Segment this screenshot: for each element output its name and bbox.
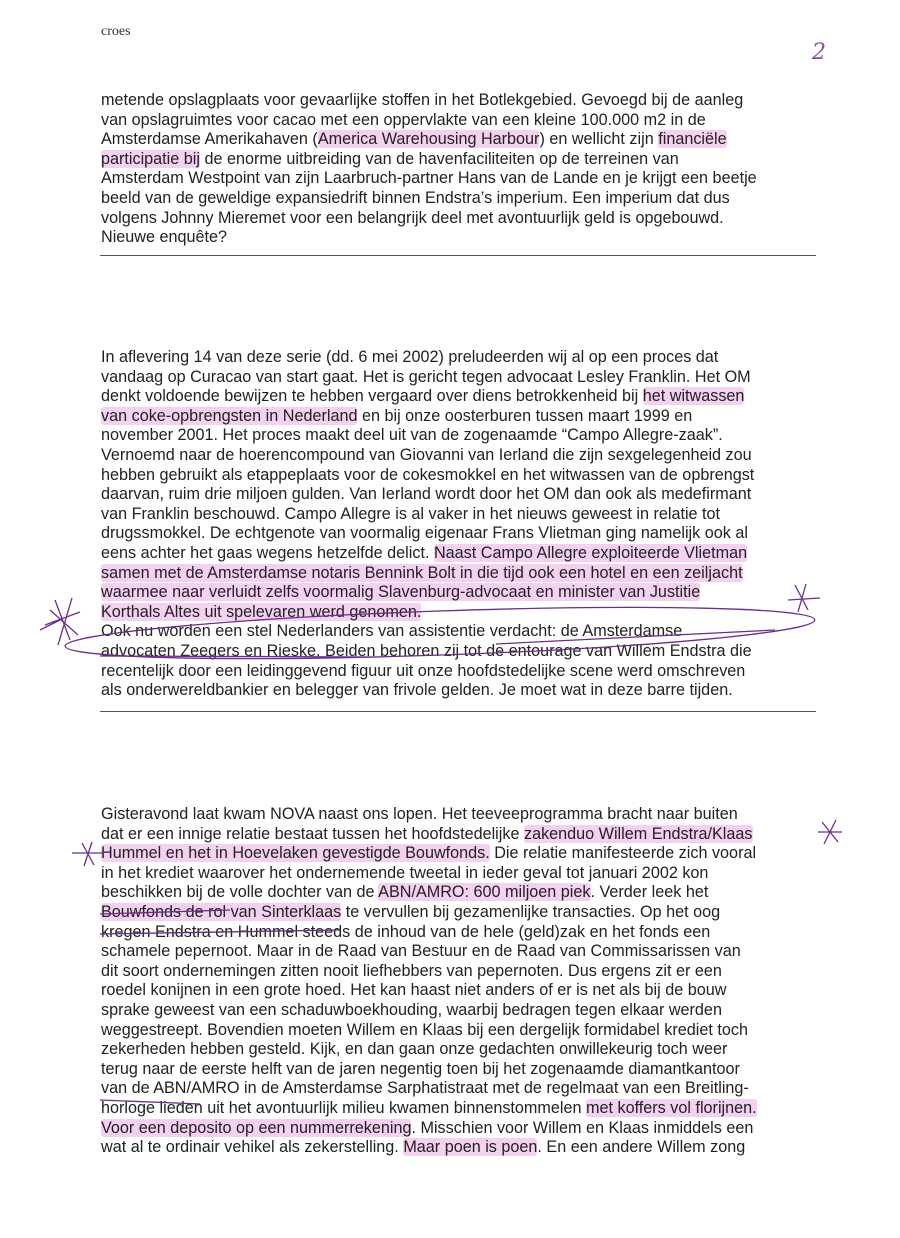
paragraph-2 [101,348,754,701]
text-line [101,1138,757,1158]
text-segment: Amsterdam Westpoint van zijn Laarbruch-partner Hans van de Lande en je krijgt een beetje [101,169,757,188]
highlighted-text: ABN/AMRO: 600 miljoen piek [378,883,591,902]
text-segment: november 2001. Het proces maakt deel uit van de zogenaamde “Campo Allegre-zaak”. [101,426,723,445]
document-header: croes [101,24,131,39]
text-segment: volgens Johnny Mieremet voor een belangrijk deel met avontuurlijk geld is opgebouwd. [101,208,724,227]
highlighted-text: samen met de Amsterdamse notaris Bennink Bolt in die tijd ook een hotel en een zeiljacht [101,563,743,582]
highlighted-text: van coke-opbrengsten in Nederland [101,406,358,425]
text-segment: kregen Endstra en Hummel steeds de inhoud van de hele (geld)zak en het fonds een [101,922,711,941]
text-line [101,1119,757,1139]
text-segment: en bij onze oosterburen tussen maart 1999 en [357,406,693,425]
text-line [101,864,757,884]
text-line [101,622,754,642]
divider [100,255,816,256]
text-segment: van opslagruimtes voor cacao met een oppervlakte van een kleine 100.000 m2 in de [101,110,706,129]
text-line [101,150,757,170]
text-segment: dat er een innige relatie bestaat tussen het hoofdstedelijke [101,824,524,843]
text-line [101,544,754,564]
paragraph-1 [101,91,757,248]
asterisk-icon [40,598,80,645]
text-segment: In aflevering 14 van deze serie (dd. 6 mei 2002) preludeerden wij al op een proces dat [101,348,719,366]
text-line [101,805,757,825]
asterisk-icon [788,584,820,612]
highlighted-text: zakenduo Willem Endstra/Klaas [523,824,753,843]
text-line [101,130,757,150]
text-segment: terug naar de eerste helft van de jaren negentig toen bij het zogenaamde diamantkantoor [101,1059,740,1078]
handwritten-page-number: 2 [812,40,826,65]
text-segment: Ook nu worden een stel Nederlanders van assistentie verdacht: de Amsterdamse [101,622,683,641]
asterisk-icon [818,820,842,844]
text-line [101,407,754,427]
text-segment: roedel konijnen in een grote hoed. Het kan haast niet anders of er is net als bij de bouw [101,981,727,1000]
text-line [101,169,757,189]
text-segment: vandaag op Curacao van start gaat. Het is gericht tegen advocaat Lesley Franklin. Het OM [101,367,751,386]
text-segment: de enorme uitbreiding van de havenfaciliteiten op de terreinen van [199,149,679,168]
text-line [101,981,757,1001]
text-line [101,681,754,701]
divider [100,711,816,712]
text-segment: advocaten Zeegers en Rieske. Beiden behoren zij tot de entourage van Willem Endstra die [101,641,752,660]
text-segment: dit soort ondernemingen zitten nooit liefhebbers van pepernoten. Dus ergens zit er een [101,961,722,980]
text-line [101,883,757,903]
highlighted-text: America Warehousing Harbour [317,130,540,149]
text-segment: hebben gebruikt als etappeplaats voor de cokesmokkel en het witwassen van de opbrengst [101,465,755,484]
text-segment: . Verder leek het [590,883,709,902]
text-line [101,564,754,584]
highlighted-text: Bouwfonds de rol van Sinterklaas [101,902,342,921]
text-line [101,1040,757,1060]
paragraph-3 [101,805,757,1158]
text-segment: wat al te ordinair vehikel als zekerstelling. [101,1138,404,1157]
text-line [101,426,754,446]
text-line [101,387,754,407]
text-line [101,825,757,845]
text-segment: eens achter het gaas wegens hetzelfde delict. [101,543,434,562]
text-segment: ) en wellicht zijn [539,130,659,149]
text-line [101,1021,757,1041]
text-line [101,583,754,603]
text-line [101,446,754,466]
text-line [101,111,757,131]
text-line [101,1079,757,1099]
text-segment: weggestreept. Bovendien moeten Willem en Klaas bij een dergelijk formidabel krediet toch [101,1020,748,1039]
text-line [101,923,757,943]
text-segment: metende opslagplaats voor gevaarlijke stoffen in het Botlekgebied. Gevoegd bij de aanleg [101,91,744,109]
text-segment: zekerheden hebben gesteld. Kijk, en dan gaan onze gedachten onwillekeurig toch weer [101,1040,728,1059]
text-line [101,1001,757,1021]
highlighted-text: financiële [658,130,727,149]
text-line [101,209,757,229]
text-line [101,524,754,544]
text-line [101,348,754,368]
text-line [101,1099,757,1119]
text-segment: daarvan, ruim drie miljoen gulden. Van Ierland wordt door het OM dan ook als medefirmant [101,485,752,504]
highlighted-text: Naast Campo Allegre exploiteerde Vlietman [433,543,748,562]
text-line [101,662,754,682]
text-segment: denkt voldoende bewijzen te hebben vergaard over diens betrokkenheid bij [101,387,643,406]
text-segment: Nieuwe enquête? [101,228,227,247]
text-segment: Vernoemd naar de hoerencompound van Giovanni van Ierland die zijn sexgelegenheid zou [101,445,752,464]
text-segment: horloge lieden uit het avontuurlijk milieu kwamen binnenstommelen [101,1098,586,1117]
text-line [101,642,754,662]
highlighted-text: Hummel en het in Hoevelaken gevestigde Bouwfonds. [101,844,490,863]
text-line [101,942,757,962]
highlighted-text: Maar poen is poen [403,1138,538,1157]
text-line [101,903,757,923]
highlighted-text: met koffers vol florijnen. [586,1098,757,1117]
text-segment: drugssmokkel. De echtgenote van voormalig eigenaar Frans Vlietman ging namelijk ook al [101,524,748,543]
text-line [101,844,757,864]
text-segment: schamele pepernoot. Maar in de Raad van Bestuur en de Raad van Commissarissen van [101,942,741,961]
text-line [101,91,757,111]
text-line [101,466,754,486]
text-segment: als onderwereldbankier en belegger van frivole gelden. Je moet wat in deze barre tijden. [101,681,733,700]
text-line [101,1060,757,1080]
text-line [101,228,757,248]
asterisk-icon [72,842,104,866]
highlighted-text: het witwassen [642,387,745,406]
text-segment: Amsterdamse Amerikahaven ( [101,130,318,149]
text-segment: Die relatie manifesteerde zich vooral [489,844,757,863]
text-segment: Gisteravond laat kwam NOVA naast ons lopen. Het teeveeprogramma bracht naar buiten [101,805,738,823]
text-segment: . En een andere Willem zong [537,1138,746,1157]
highlighted-text: Korthals Altes uit spelevaren werd genomen. [101,602,422,621]
text-segment: . Misschien voor Willem en Klaas inmiddels een [411,1118,754,1137]
text-line [101,962,757,982]
text-line [101,485,754,505]
text-line [101,603,754,623]
text-segment: van de ABN/AMRO in de Amsterdamse Sarphatistraat met de regelmaat van een Breitling- [101,1079,749,1098]
highlighted-text: Voor een deposito op een nummerrekening [101,1118,412,1137]
text-segment: te vervullen bij gezamenlijke transacties. Op het oog [341,902,721,921]
text-segment: beschikken bij de volle dochter van de [101,883,379,902]
text-line [101,505,754,525]
text-segment: van Franklin beschouwd. Campo Allegre is al vaker in het nieuws geweest in relatie tot [101,504,721,523]
text-segment: recentelijk door een leidinggevend figuur uit onze hoofdstedelijke scene werd omschreven [101,661,746,680]
text-segment: in het krediet waarover het ondernemende tweetal in ieder geval tot januari 2002 kon [101,863,709,882]
text-segment: beeld van de geweldige expansiedrift binnen Endstra’s imperium. Een imperium dat dus [101,188,730,207]
highlighted-text: participatie bij [101,149,200,168]
highlighted-text: waarmee naar verluidt zelfs voormalig Slavenburg-advocaat en minister van Justitie [101,583,701,602]
text-line [101,189,757,209]
text-line [101,368,754,388]
text-segment: sprake geweest van een schaduwboekhouding, waarbij bedragen tegen elkaar werden [101,1000,722,1019]
